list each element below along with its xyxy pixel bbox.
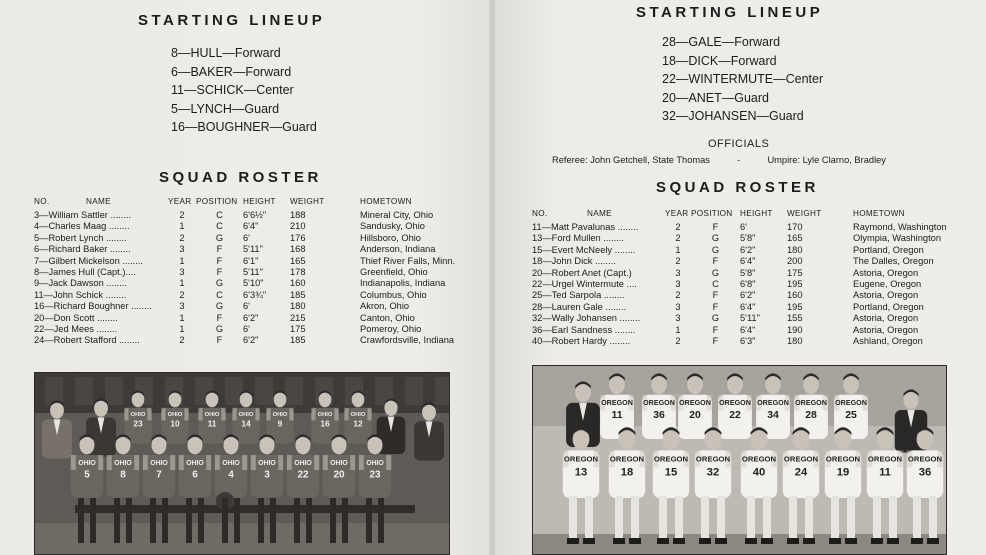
table-row	[34, 244, 455, 255]
player-name: 11—Matt Pavalunas ........	[532, 222, 639, 232]
player-hometown: Greenfield, Ohio	[360, 267, 428, 278]
jersey-lettering: OHIO	[350, 412, 366, 419]
jersey-number: 8	[120, 469, 126, 481]
table-row	[532, 268, 947, 279]
jersey-lettering: OHIO	[366, 460, 384, 467]
player-name: 40—Robert Hardy ........	[532, 336, 631, 347]
player-name: 13—Ford Mullen ........	[532, 233, 624, 244]
col-no: NO.	[532, 209, 548, 218]
jersey-number: 15	[664, 466, 678, 479]
referee: Referee: John Getchell, State Thomas	[552, 155, 710, 165]
jersey-number: 28	[805, 410, 817, 422]
officials-separator: -	[737, 155, 741, 165]
left-lineup-heading: STARTING LINEUP	[138, 12, 326, 29]
jersey-lettering: OHIO	[294, 460, 312, 467]
player-height: 6'	[243, 232, 250, 243]
jersey-lettering: OREGON	[783, 454, 819, 464]
player-year: 3	[179, 267, 185, 278]
player-position: G	[215, 232, 224, 243]
jersey-lettering: OHIO	[330, 460, 348, 467]
jersey-number: 14	[241, 418, 251, 429]
table-row	[532, 313, 947, 324]
player-name: 24—Robert Stafford ........	[34, 335, 140, 346]
player-position: C	[216, 210, 223, 220]
table-row	[532, 302, 947, 313]
player-name: 18—John Dick ........	[532, 256, 616, 267]
jersey-lettering: OREGON	[825, 454, 861, 464]
player-position: C	[712, 279, 719, 290]
player-name: 15—Evert McNeely ........	[532, 244, 636, 255]
player-height: 6'3"	[740, 336, 756, 347]
player-name: 20—Robert Anet (Capt.)	[532, 267, 632, 278]
player-position: F	[712, 301, 719, 312]
ohio-team-photo	[34, 372, 450, 555]
lineup-entry: 20—ANET—Guard	[662, 90, 769, 105]
player-name: 11—John Schick ........	[34, 289, 127, 300]
table-row	[532, 245, 947, 256]
lineup-entry: 8—HULL—Forward	[171, 46, 281, 60]
player-weight: 188	[290, 210, 306, 220]
player-height: 6'3¾"	[243, 289, 267, 300]
col-no: NO.	[34, 197, 50, 206]
lineup-entry: 5—LYNCH—Guard	[171, 101, 280, 116]
player-position: G	[711, 267, 720, 278]
player-hometown: The Dalles, Oregon	[853, 256, 934, 267]
table-row	[532, 290, 947, 301]
jersey-lettering: OHIO	[222, 460, 240, 467]
player-weight: 155	[787, 313, 803, 324]
player-year: 1	[179, 324, 185, 335]
player-weight: 200	[787, 256, 803, 267]
player-name: 3—William Sattler ........	[34, 210, 132, 220]
player-position: G	[215, 278, 224, 289]
table-row	[532, 256, 947, 267]
player-name: 16—Richard Boughner ........	[34, 301, 152, 312]
player-year: 1	[179, 221, 185, 232]
lineup-entry: 22—WINTERMUTE—Center	[662, 72, 824, 87]
jersey-lettering: OREGON	[867, 454, 903, 464]
jersey-lettering: OHIO	[130, 412, 146, 419]
jersey-lettering: OHIO	[150, 460, 168, 467]
player-height: 6'1"	[243, 255, 259, 266]
jersey-number: 20	[333, 469, 345, 481]
player-weight: 176	[290, 232, 306, 243]
player-year: 2	[179, 232, 185, 243]
player-hometown: Hillsboro, Ohio	[360, 232, 421, 243]
player-year: 2	[179, 210, 185, 220]
player-hometown: Astoria, Oregon	[853, 324, 919, 335]
jersey-lettering: OREGON	[757, 399, 789, 408]
jersey-number: 34	[767, 410, 779, 422]
table-row	[532, 336, 947, 347]
player-height: 6'6½"	[243, 210, 267, 220]
umpire: Umpire: Lyle Clarno, Bradley	[767, 155, 886, 165]
player-height: 5'11"	[243, 267, 263, 278]
player-weight: 178	[290, 267, 306, 278]
jersey-number: 11	[879, 466, 891, 479]
player-weight: 165	[787, 233, 803, 244]
table-row	[532, 325, 947, 336]
player-hometown: Pomeroy, Ohio	[360, 324, 422, 335]
player-year: 3	[179, 244, 185, 255]
player-name: 8—James Hull (Capt.)....	[34, 267, 136, 278]
right-roster-heading: SQUAD ROSTER	[656, 179, 819, 196]
lineup-entry: 28—GALE—Forward	[662, 35, 781, 49]
player-position: F	[216, 255, 223, 266]
oregon-team-photo	[532, 365, 947, 555]
player-hometown: Astoria, Oregon	[853, 313, 919, 324]
jersey-lettering: OREGON	[609, 454, 645, 464]
table-row	[34, 301, 455, 312]
player-hometown: Columbus, Ohio	[360, 289, 427, 300]
jersey-number: 40	[752, 466, 766, 479]
player-position: G	[711, 233, 720, 244]
player-height: 6'4"	[740, 256, 756, 267]
col-weight: WEIGHT	[787, 209, 822, 218]
jersey-number: 6	[192, 469, 198, 481]
player-year: 2	[675, 290, 681, 301]
col-weight: WEIGHT	[290, 197, 325, 206]
jersey-number: 22	[297, 469, 309, 481]
player-position: F	[216, 335, 223, 346]
table-row	[34, 267, 455, 278]
player-weight: 210	[290, 221, 306, 232]
lineup-entry: 11—SCHICK—Center	[171, 83, 294, 98]
player-weight: 195	[787, 301, 803, 312]
lineup-entry: 16—BOUGHNER—Guard	[171, 120, 317, 135]
jersey-number: 32	[706, 466, 720, 479]
col-height: HEIGHT	[740, 209, 773, 218]
jersey-lettering: OHIO	[114, 460, 132, 467]
table-row	[34, 233, 455, 244]
jersey-number: 16	[320, 418, 330, 429]
player-name: 22—Urgel Wintermute ....	[532, 279, 637, 290]
jersey-lettering: OREGON	[795, 399, 827, 408]
table-header-row	[532, 209, 947, 222]
jersey-lettering: OHIO	[186, 460, 204, 467]
col-hometown: HOMETOWN	[360, 197, 412, 206]
jersey-lettering: OREGON	[653, 454, 689, 464]
player-name: 28—Lauren Gale ........	[532, 301, 627, 312]
col-position: POSITION	[196, 197, 238, 206]
jersey-lettering: OHIO	[272, 412, 288, 419]
player-height: 6'4"	[740, 301, 756, 312]
table-row	[532, 233, 947, 244]
table-row	[34, 324, 455, 335]
col-name: NAME	[86, 197, 111, 206]
jersey-number: 20	[689, 410, 701, 422]
player-weight: 185	[290, 289, 306, 300]
player-weight: 170	[787, 222, 803, 232]
oregon-roster-table	[532, 209, 947, 347]
player-position: F	[712, 290, 719, 301]
player-hometown: Raymond, Washington	[853, 222, 947, 232]
player-name: 6—Richard Baker ........	[34, 244, 131, 255]
player-height: 6'2"	[243, 335, 259, 346]
player-position: G	[215, 324, 224, 335]
jersey-lettering: OHIO	[78, 460, 96, 467]
player-hometown: Canton, Ohio	[360, 312, 415, 323]
player-name: 25—Ted Sarpola ........	[532, 290, 625, 301]
player-hometown: Portland, Oregon	[853, 301, 924, 312]
player-position: G	[711, 244, 720, 255]
jersey-number: 7	[156, 469, 162, 481]
player-year: 2	[179, 335, 185, 346]
player-weight: 160	[290, 278, 306, 289]
right-starting-lineup	[662, 33, 823, 126]
table-row	[34, 221, 455, 232]
player-name: 4—Charles Maag ........	[34, 221, 130, 232]
right-lineup-heading: STARTING LINEUP	[636, 4, 824, 21]
jersey-lettering: OREGON	[835, 399, 867, 408]
left-roster-heading: SQUAD ROSTER	[159, 169, 322, 186]
officials-title: OFFICIALS	[708, 138, 770, 150]
col-name: NAME	[587, 209, 612, 218]
jersey-number: 22	[729, 410, 741, 422]
player-year: 3	[675, 279, 681, 290]
player-height: 6'	[740, 222, 747, 232]
player-year: 3	[675, 267, 681, 278]
jersey-number: 12	[353, 418, 363, 429]
player-height: 6'	[243, 324, 250, 335]
player-weight: 168	[290, 244, 306, 255]
player-height: 5'11"	[740, 313, 760, 324]
player-year: 2	[675, 256, 681, 267]
ohio-roster-table	[34, 197, 455, 347]
player-hometown: Thief River Falls, Minn.	[360, 255, 456, 266]
table-row	[532, 279, 947, 290]
player-height: 6'2"	[740, 244, 756, 255]
left-starting-lineup	[171, 44, 317, 137]
player-weight: 165	[290, 255, 306, 266]
col-height: HEIGHT	[243, 197, 276, 206]
jersey-lettering: OREGON	[679, 399, 711, 408]
player-year: 1	[179, 278, 185, 289]
player-height: 5'11"	[243, 244, 263, 255]
table-row	[34, 313, 455, 324]
jersey-number: 13	[574, 466, 588, 479]
player-weight: 180	[787, 244, 803, 255]
col-position: POSITION	[691, 209, 733, 218]
player-weight: 160	[787, 290, 803, 301]
player-year: 1	[675, 244, 681, 255]
jersey-number: 18	[620, 466, 634, 479]
player-weight: 195	[787, 279, 803, 290]
player-year: 2	[675, 336, 681, 347]
player-weight: 175	[787, 267, 803, 278]
jersey-number: 19	[836, 466, 850, 479]
player-hometown: Mineral City, Ohio	[360, 210, 434, 220]
player-name: 22—Jed Mees ........	[34, 324, 118, 335]
player-name: 5—Robert Lynch ........	[34, 232, 127, 243]
player-position: C	[216, 289, 223, 300]
player-name: 36—Earl Sandness ........	[532, 324, 636, 335]
player-position: G	[711, 313, 720, 324]
jersey-number: 4	[228, 469, 234, 481]
jersey-number: 23	[369, 469, 381, 481]
player-position: F	[712, 256, 719, 267]
jersey-lettering: OREGON	[907, 454, 943, 464]
right-page	[495, 0, 986, 555]
player-weight: 190	[787, 324, 803, 335]
player-height: 6'2"	[740, 290, 756, 301]
player-hometown: Eugene, Oregon	[853, 279, 922, 290]
jersey-lettering: OREGON	[563, 454, 599, 464]
player-height: 5'8"	[740, 267, 756, 278]
player-height: 6'	[243, 301, 250, 312]
jersey-number: 23	[133, 418, 143, 429]
player-year: 2	[179, 289, 185, 300]
jersey-lettering: OREGON	[719, 399, 751, 408]
player-position: C	[216, 221, 223, 232]
player-hometown: Astoria, Oregon	[853, 267, 919, 278]
jersey-number: 25	[845, 410, 857, 422]
player-hometown: Portland, Oregon	[853, 244, 924, 255]
jersey-number: 10	[170, 418, 180, 429]
lineup-entry: 6—BAKER—Forward	[171, 64, 292, 79]
lineup-entry: 18—DICK—Forward	[662, 53, 777, 68]
jersey-number: 11	[611, 410, 623, 422]
player-height: 6'4"	[243, 221, 259, 232]
table-row	[34, 278, 455, 289]
jersey-lettering: OHIO	[258, 460, 276, 467]
table-row	[34, 290, 455, 301]
player-name: 9—Jack Dawson ........	[34, 278, 128, 289]
player-year: 3	[675, 301, 681, 312]
jersey-lettering: OREGON	[741, 454, 777, 464]
col-hometown: HOMETOWN	[853, 209, 905, 218]
jersey-lettering: OHIO	[167, 412, 183, 419]
jersey-lettering: OHIO	[317, 412, 333, 419]
player-hometown: Astoria, Oregon	[853, 290, 919, 301]
player-height: 5'10"	[243, 278, 264, 289]
player-hometown: Olympia, Washington	[853, 233, 942, 244]
player-position: G	[215, 301, 224, 312]
player-name: 7—Gilbert Mickelson ........	[34, 255, 144, 266]
col-year: YEAR	[665, 209, 689, 218]
player-weight: 215	[290, 312, 306, 323]
col-year: YEAR	[168, 197, 192, 206]
player-height: 6'8"	[740, 279, 756, 290]
jersey-number: 36	[653, 410, 665, 422]
jersey-number: 11	[207, 418, 217, 429]
player-name: 32—Wally Johansen ........	[532, 313, 641, 324]
player-year: 1	[675, 324, 681, 335]
player-hometown: Indianapolis, Indiana	[360, 278, 446, 289]
player-year: 1	[179, 255, 185, 266]
player-hometown: Ashland, Oregon	[853, 336, 923, 347]
player-year: 1	[179, 312, 185, 323]
player-position: F	[712, 324, 719, 335]
player-position: F	[216, 244, 223, 255]
player-year: 3	[675, 313, 681, 324]
table-row	[34, 335, 455, 346]
table-row	[532, 222, 947, 233]
jersey-lettering: OHIO	[238, 412, 254, 419]
player-position: F	[216, 267, 223, 278]
player-year: 3	[179, 301, 185, 312]
lineup-entry: 32—JOHANSEN—Guard	[662, 109, 804, 124]
jersey-number: 3	[264, 469, 270, 481]
player-weight: 180	[290, 301, 306, 312]
jersey-number: 36	[918, 466, 932, 479]
jersey-lettering: OREGON	[643, 399, 675, 408]
jersey-lettering: OHIO	[204, 412, 220, 419]
table-header-row	[34, 197, 455, 210]
player-year: 2	[675, 222, 681, 232]
player-hometown: Crawfordsville, Indiana	[360, 335, 455, 346]
player-height: 6'2"	[243, 312, 259, 323]
player-height: 6'4"	[740, 324, 756, 335]
player-weight: 185	[290, 335, 306, 346]
player-position: F	[216, 312, 223, 323]
player-weight: 175	[290, 324, 306, 335]
jersey-lettering: OREGON	[601, 399, 633, 408]
player-position: F	[712, 222, 719, 232]
player-position: F	[712, 336, 719, 347]
jersey-number: 24	[794, 466, 808, 479]
player-name: 20—Don Scott ........	[34, 312, 118, 323]
table-row	[34, 210, 455, 221]
jersey-number: 9	[277, 418, 283, 429]
table-row	[34, 256, 455, 267]
player-hometown: Anderson, Indiana	[360, 244, 436, 255]
player-weight: 180	[787, 336, 803, 347]
jersey-number: 5	[84, 469, 90, 481]
officials-line	[552, 155, 886, 165]
player-hometown: Akron, Ohio	[360, 301, 410, 312]
jersey-lettering: OREGON	[695, 454, 731, 464]
player-height: 5'8"	[740, 233, 756, 244]
left-page	[0, 0, 491, 555]
player-year: 2	[675, 233, 681, 244]
player-hometown: Sandusky, Ohio	[360, 221, 425, 232]
